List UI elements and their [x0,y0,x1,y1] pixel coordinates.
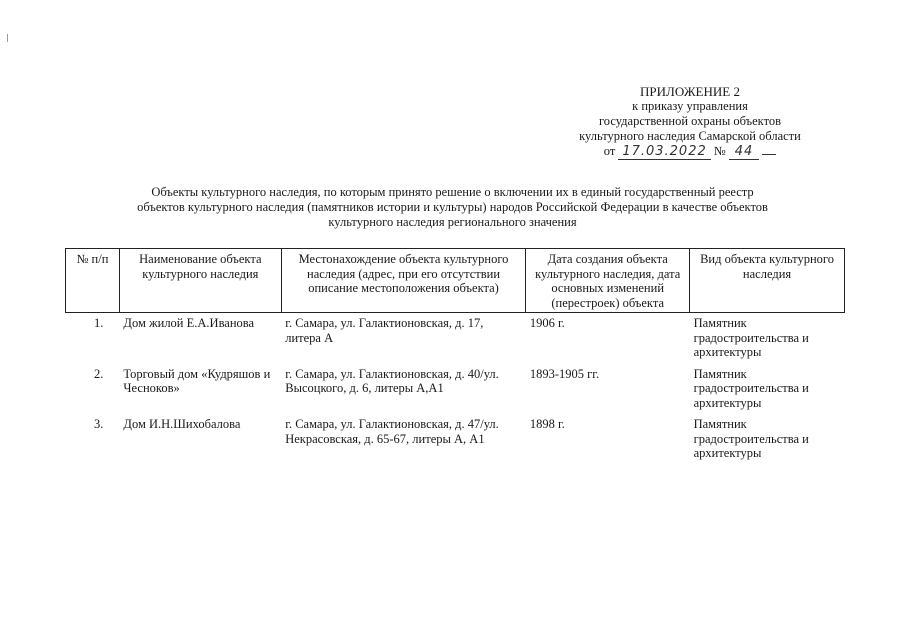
row-type: Памятник градостроительства и архитектуры [693,417,809,460]
header-address: Местонахождение объекта культурного наследия (адрес, при его отсутствии описание местоположения объекта) [281,249,526,313]
row-name: Дом жилой Е.А.Иванова [123,316,255,330]
table-header-row [66,249,845,313]
row-number: 1. [94,316,104,330]
row-date: 1898 г. [529,417,565,431]
header-name: Наименование объекта культурного наследия [119,249,281,313]
header-number: № п/п [66,249,120,313]
row-date: 1893-1905 гг. [529,366,600,381]
row-name: Дом И.Н.Шихобалова [123,417,241,431]
heritage-objects-table [65,248,845,465]
handwritten-number: 44 [729,144,760,160]
row-name: Торговый дом «Кудряшов и Чесноков» [123,366,271,395]
appendix-title: ПРИЛОЖЕНИЕ 2 [640,84,740,99]
appendix-line: культурного наследия Самарской области [579,129,801,143]
row-type: Памятник градостроительства и архитектуры [693,366,809,410]
from-label: от [603,144,616,158]
header-date: Дата создания объекта культурного наследия, дата основных изменений (перестроек) объекта [526,249,690,313]
header-type: Вид объекта культурного наследия [690,249,845,313]
table-row [66,313,845,364]
order-date-number-line [540,144,840,160]
appendix-block [540,84,840,160]
appendix-line: государственной охраны объектов [598,114,782,128]
row-address: г. Самара, ул. Галактионовская, д. 17, литера А [285,316,484,345]
appendix-line: к приказу управления [632,99,748,113]
handwritten-date: 17.03.2022 [618,144,710,160]
table-row [66,364,845,415]
document-title [60,185,845,230]
table-row [66,414,845,465]
row-number: 3. [94,417,104,431]
number-label: № [713,144,726,158]
title-line: Объекты культурного наследия, по которым принято решение о включении их в единый государственный реестр [151,185,754,199]
row-type: Памятник градостроительства и архитектуры [693,316,809,359]
underline-tail [762,154,776,155]
scan-margin-mark [7,34,8,42]
row-number: 2. [94,366,104,381]
row-address: г. Самара, ул. Галактионовская, д. 40/ул. Высоцкого, д. 6, литеры А,А1 [285,366,499,395]
row-address: г. Самара, ул. Галактионовская, д. 47/ул. Некрасовская, д. 65-67, литеры А, А1 [285,417,499,446]
row-date: 1906 г. [529,316,565,330]
title-line: объектов культурного наследия (памятников истории и культуры) народов Российской Федерации в качестве объектов [137,200,768,214]
title-line: культурного наследия регионального значения [328,215,577,229]
